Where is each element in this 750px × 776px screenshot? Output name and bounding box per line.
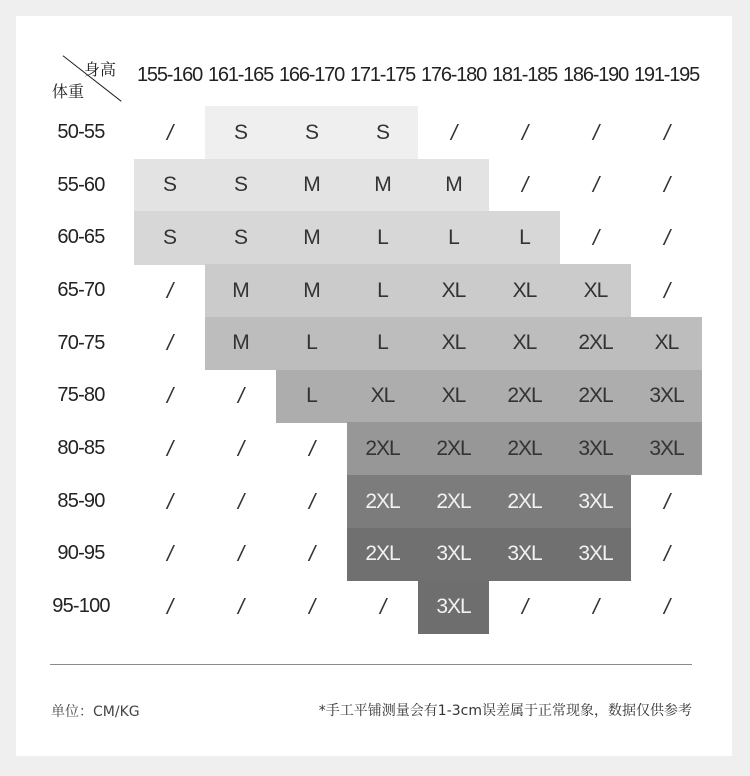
size-cell: M — [205, 264, 276, 317]
column-header: 166-170 — [279, 63, 344, 86]
row-header: 95-100 — [52, 595, 110, 618]
size-cell: 2XL — [418, 422, 489, 475]
column-header: 186-190 — [563, 63, 628, 86]
size-cell: 3XL — [418, 580, 489, 633]
empty-size-cell: / — [308, 488, 315, 514]
empty-size-cell: / — [379, 593, 386, 619]
size-cell: S — [205, 159, 276, 212]
row-header: 65-70 — [57, 278, 105, 301]
weight-axis-label: 体重 — [52, 82, 85, 101]
measurement-note: *手工平铺测量会有1-3cm误差属于正常现象，数据仅供参考 — [318, 703, 692, 719]
empty-size-cell: / — [592, 172, 599, 198]
column-header: 181-185 — [492, 63, 557, 86]
row-header: 50-55 — [57, 120, 105, 143]
size-cell: 3XL — [631, 422, 702, 475]
row-header: 85-90 — [57, 489, 105, 512]
footer-divider — [50, 664, 692, 665]
empty-size-cell: / — [521, 172, 528, 198]
size-cell: 2XL — [489, 422, 560, 475]
empty-size-cell: / — [308, 541, 315, 567]
empty-size-cell: / — [308, 435, 315, 461]
empty-size-cell: / — [237, 435, 244, 461]
size-cell: XL — [631, 317, 702, 370]
column-header: 171-175 — [350, 63, 415, 86]
size-cell: M — [205, 317, 276, 370]
row-header: 90-95 — [57, 542, 105, 565]
empty-size-cell: / — [663, 172, 670, 198]
size-cell: M — [276, 264, 347, 317]
empty-size-cell: / — [308, 593, 315, 619]
column-header: 176-180 — [421, 63, 486, 86]
empty-size-cell: / — [166, 488, 173, 514]
empty-size-cell: / — [166, 277, 173, 303]
empty-size-cell: / — [237, 593, 244, 619]
row-header: 75-80 — [57, 384, 105, 407]
size-cell: 3XL — [560, 475, 631, 528]
empty-size-cell: / — [663, 593, 670, 619]
empty-size-cell: / — [166, 541, 173, 567]
size-cell: 3XL — [631, 370, 702, 423]
size-cell: XL — [418, 317, 489, 370]
size-cell: XL — [560, 264, 631, 317]
empty-size-cell: / — [663, 488, 670, 514]
size-cell: S — [205, 106, 276, 159]
size-cell: XL — [418, 370, 489, 423]
row-header: 60-65 — [57, 226, 105, 249]
size-cell: XL — [489, 264, 560, 317]
size-cell: XL — [489, 317, 560, 370]
empty-size-cell: / — [663, 225, 670, 251]
empty-size-cell: / — [663, 277, 670, 303]
size-cell: L — [347, 317, 418, 370]
empty-size-cell: / — [237, 488, 244, 514]
size-cell: 2XL — [560, 317, 631, 370]
row-header: 55-60 — [57, 173, 105, 196]
column-header: 155-160 — [137, 63, 202, 86]
size-cell: L — [489, 211, 560, 264]
size-cell: L — [347, 264, 418, 317]
size-cell: S — [276, 106, 347, 159]
empty-size-cell: / — [663, 541, 670, 567]
empty-size-cell: / — [521, 119, 528, 145]
unit-label: 单位：CM/KG — [51, 704, 140, 720]
size-cell: 3XL — [560, 528, 631, 581]
size-cell: 3XL — [560, 422, 631, 475]
empty-size-cell: / — [237, 383, 244, 409]
size-cell: 2XL — [418, 475, 489, 528]
empty-size-cell: / — [166, 119, 173, 145]
size-cell: 2XL — [347, 528, 418, 581]
size-cell: 2XL — [489, 475, 560, 528]
empty-size-cell: / — [592, 225, 599, 251]
size-cell: S — [205, 211, 276, 264]
empty-size-cell: / — [166, 435, 173, 461]
row-header: 80-85 — [57, 437, 105, 460]
empty-size-cell: / — [592, 593, 599, 619]
size-cell: XL — [418, 264, 489, 317]
size-cell: XL — [347, 370, 418, 423]
size-cell: L — [276, 370, 347, 423]
size-cell: S — [134, 159, 205, 212]
size-cell: M — [347, 159, 418, 212]
empty-size-cell: / — [592, 119, 599, 145]
size-cell: M — [276, 211, 347, 264]
empty-size-cell: / — [521, 593, 528, 619]
size-cell: 3XL — [418, 528, 489, 581]
row-header: 70-75 — [57, 331, 105, 354]
empty-size-cell: / — [166, 330, 173, 356]
size-cell: L — [276, 317, 347, 370]
height-axis-label: 身高 — [84, 60, 117, 79]
size-cell: 3XL — [489, 528, 560, 581]
size-cell: M — [418, 159, 489, 212]
size-cell: L — [347, 211, 418, 264]
size-cell: S — [134, 211, 205, 264]
empty-size-cell: / — [450, 119, 457, 145]
empty-size-cell: / — [166, 383, 173, 409]
empty-size-cell: / — [237, 541, 244, 567]
size-cell: L — [418, 211, 489, 264]
empty-size-cell: / — [166, 593, 173, 619]
column-header: 161-165 — [208, 63, 273, 86]
empty-size-cell: / — [663, 119, 670, 145]
size-cell: 2XL — [347, 475, 418, 528]
size-cell: S — [347, 106, 418, 159]
size-cell: M — [276, 159, 347, 212]
size-cell: 2XL — [347, 422, 418, 475]
column-header: 191-195 — [634, 63, 699, 86]
size-cell: 2XL — [489, 370, 560, 423]
size-cell: 2XL — [560, 370, 631, 423]
